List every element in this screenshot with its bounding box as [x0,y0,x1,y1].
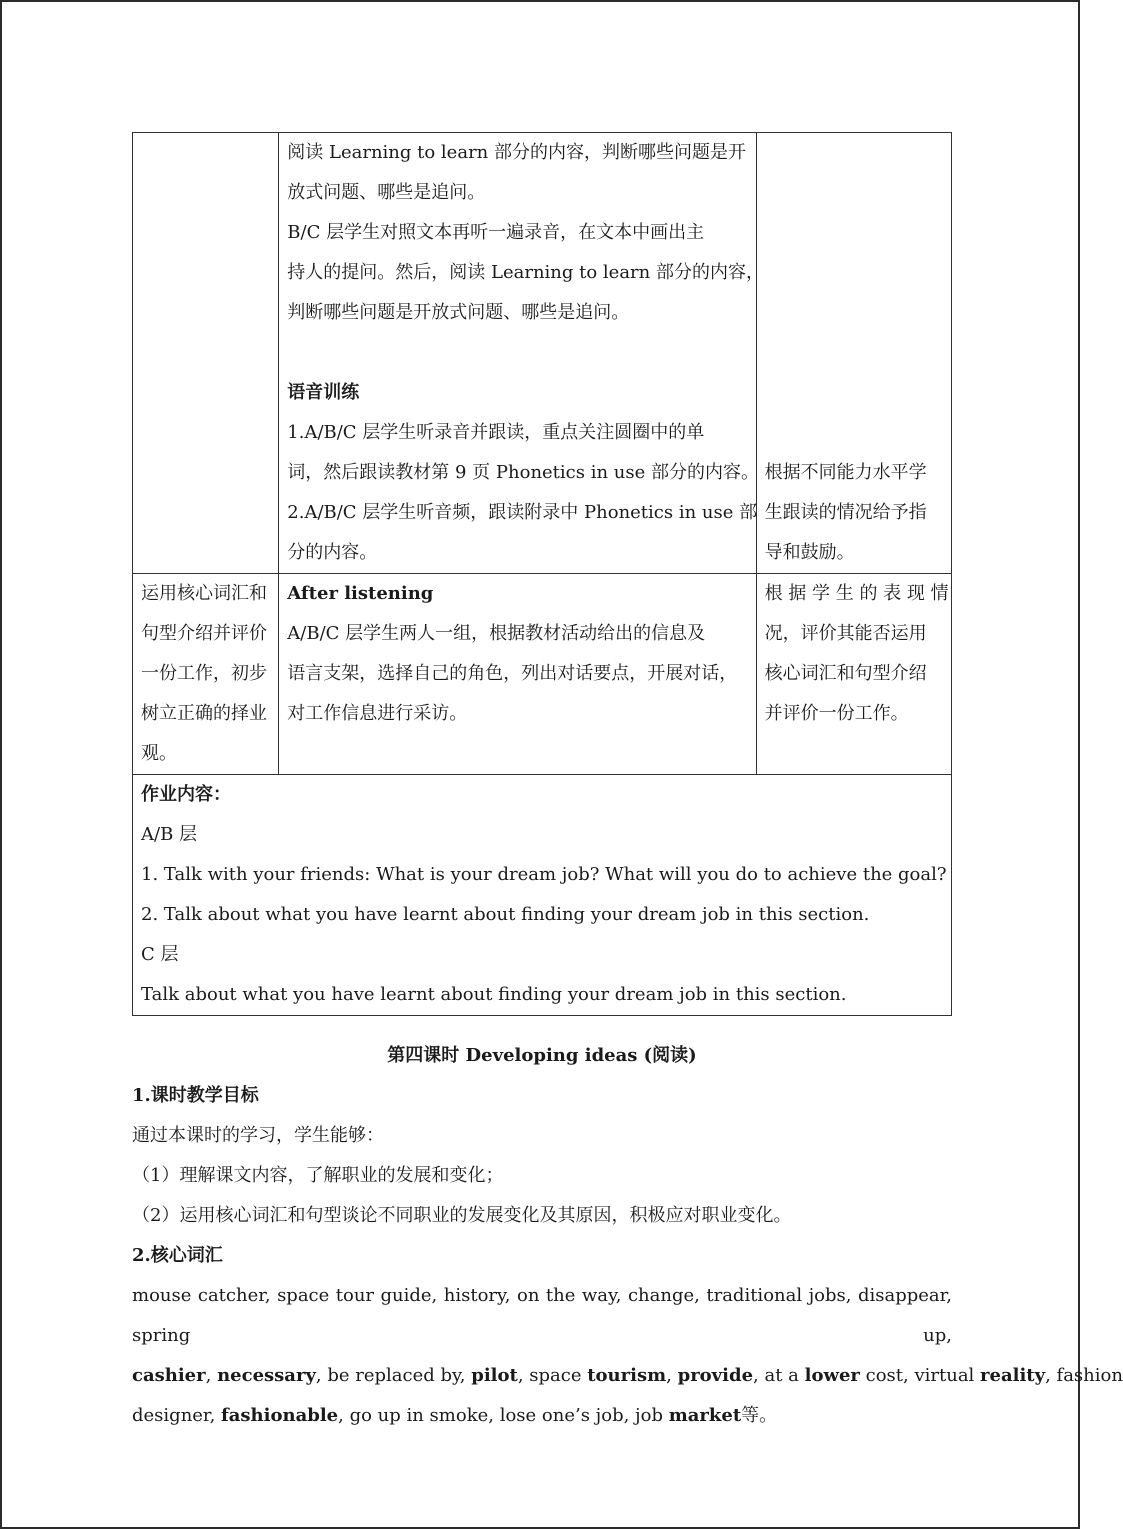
lesson-table [132,132,952,1016]
activity-cell [279,133,764,574]
vocab-text: cost, virtual [859,1365,981,1386]
homework-heading: 作业内容： [141,784,231,805]
objective-item: （2）运用核心词汇和句型谈论不同职业的发展变化及其原因，积极应对职业变化。 [132,1205,792,1226]
activity-line: 1.A/B/C 层学生听录音并跟读，重点关注圆圈中的单 [287,422,705,443]
homework-line: 2. Talk about what you have learnt about finding your dream job in this section. [141,904,870,925]
evaluation-line: 导和鼓励。 [764,542,855,563]
activity-cell [279,574,756,775]
homework-line: Talk about what you have learnt about finding your dream job in this section. [141,984,847,1005]
vocab-keyword: provide [677,1365,754,1386]
activity-line: 分的内容。 [287,542,378,563]
vocab-keyword: lower [804,1365,860,1386]
vocab-text: , fashion [1045,1365,1123,1386]
evaluation-cell [756,574,951,775]
objective-item: （1）理解课文内容，了解职业的发展和变化； [132,1165,504,1186]
activity-line: 2.A/B/C 层学生听音频，跟读附录中 Phonetics in use 部 [287,502,758,523]
evaluation-line: 生跟读的情况给予指 [764,502,927,523]
vocab-text: , [205,1365,218,1386]
homework-line: C 层 [141,944,179,965]
activity-line: 放式问题、哪些是追问。 [287,182,486,203]
objective-line: 运用核心词汇和 [141,583,267,604]
activity-line: B/C 层学生对照文本再听一遍录音，在文本中画出主 [287,222,705,243]
table-row [133,574,952,775]
evaluation-line: 况，评价其能否运用 [764,623,927,644]
objective-line: 句型介绍并评价 [141,623,267,644]
vocab-keyword: market [668,1405,742,1426]
vocab-keyword: cashier [132,1365,206,1386]
phonetics-heading: 语音训练 [287,382,360,403]
vocab-keyword: pilot [471,1365,518,1386]
vocab-heading: 2.核心词汇 [132,1245,223,1266]
vocab-text: designer, [132,1405,222,1426]
after-listening-heading: After listening [287,583,434,604]
activity-line: 对工作信息进行采访。 [287,703,468,724]
homework-cell [133,775,952,1016]
vocab-keyword: fashionable [221,1405,339,1426]
evaluation-cell [756,133,951,574]
vocab-keyword: reality [980,1365,1046,1386]
evaluation-line: 核心词汇和句型介绍 [764,663,927,684]
vocab-text: , go up in smoke, lose one’s job, job [338,1405,669,1426]
activity-line: 判断哪些问题是开放式问题、哪些是追问。 [287,302,630,323]
vocab-line [132,1356,1123,1396]
objective-line: 观。 [141,743,177,764]
evaluation-line: 并评价一份工作。 [764,703,909,724]
objective-cell [133,133,279,574]
vocab-text: 等。 [741,1405,778,1426]
homework-line: A/B 层 [141,824,198,845]
objectives-intro: 通过本课时的学习，学生能够： [132,1125,384,1146]
activity-line: A/B/C 层学生两人一组，根据教材活动给出的信息及 [287,623,706,644]
vocab-keyword: necessary [217,1365,316,1386]
vocab-line: mouse catcher, space tour guide, history, on the way, change, traditional jobs, disappear, spring up, [132,1285,952,1346]
evaluation-line: 根据不同能力水平学 [764,462,927,483]
objectives-heading: 1.课时教学目标 [132,1085,259,1106]
activity-line: 词，然后跟读教材第 9 页 Phonetics in use 部分的内容。 [287,462,759,483]
activity-line: 持人的提问。然后，阅读 Learning to learn 部分的内容， [287,262,764,283]
section-title: 第四课时 Developing ideas (阅读) [387,1045,697,1066]
vocab-text: , at a [753,1365,805,1386]
document-body [132,132,1123,1436]
objective-cell [133,574,279,775]
vocab-text: , be replaced by, [315,1365,472,1386]
vocab-text: , [666,1365,678,1386]
vocab-line [132,1396,952,1436]
homework-line: 1. Talk with your friends: What is your dream job? What will you do to achieve the goal? [141,864,947,885]
objective-line: 树立正确的择业 [141,703,267,724]
vocab-keyword: tourism [587,1365,667,1386]
table-row [133,133,952,574]
table-row [133,775,952,1016]
activity-line: 阅读 Learning to learn 部分的内容，判断哪些问题是开 [287,142,746,163]
evaluation-line: 根 据 学 生 的 表 现 情 [764,583,949,604]
vocab-text: , space [517,1365,588,1386]
objective-line: 一份工作，初步 [141,663,267,684]
activity-line: 语言支架，选择自己的角色，列出对话要点，开展对话， [287,663,738,684]
